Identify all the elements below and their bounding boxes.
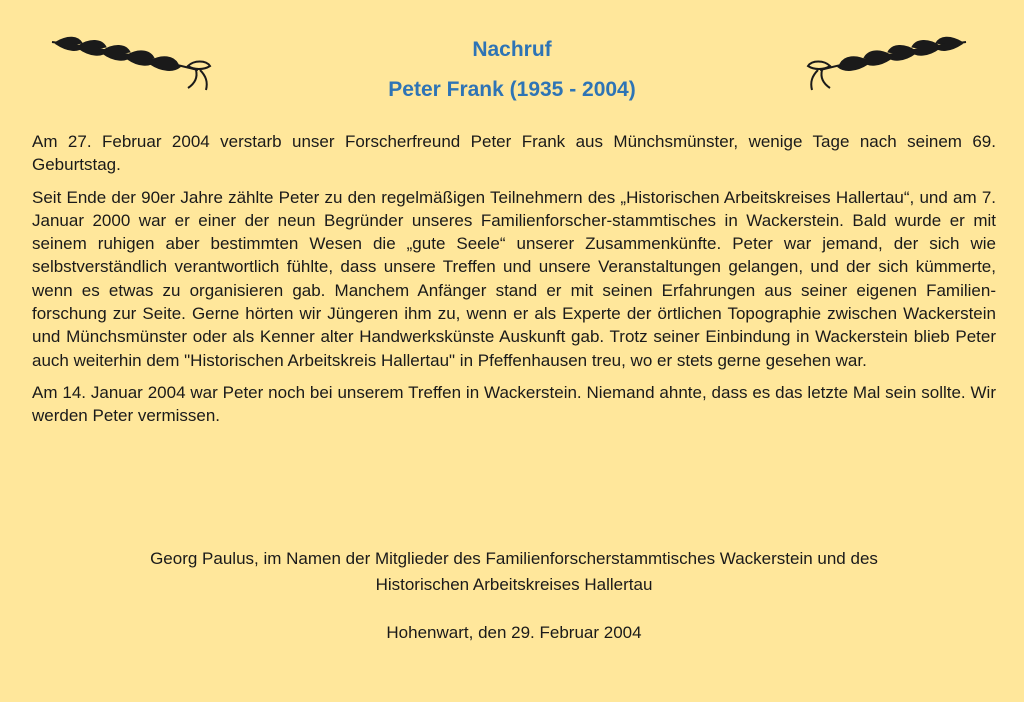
paragraph-1: Am 27. Februar 2004 verstarb unser Forscherfreund Peter Frank aus Münchsmünster, wenige Tage nach seinem 69. Geburtstag. <box>32 132 996 175</box>
signature-line-1: Georg Paulus, im Namen der Mitglieder des Familienforscherstammtisches Wackerstein und des <box>150 549 878 568</box>
signature-block <box>32 546 996 598</box>
page-title: Nachruf <box>472 38 552 61</box>
page-subtitle: Peter Frank (1935 - 2004) <box>388 78 636 101</box>
paragraph-2: Seit Ende der 90er Jahre zählte Peter zu den regelmäßigen Teilnehmern des „Historischen Arbeitskreises Hallertau“, und am 7. Januar 2000 war er einer der neun Begründer unseres Familienforscher-stammtisches in Wackerstein. Bald wurde er mit seinem ruhigen aber bestimmten Wesen die „gute Seele“ unserer Zusammenkünfte. Peter war jemand, der sich wie selbstverständlich verantwortlich fühlte, dass unsere Treffen und unsere Veranstaltungen gelangen, und der sich kümmerte, wenn es etwas zu organisieren gab. Manchem Anfänger stand er mit seinen Erfahrungen aus seiner eigenen Familien-forschung zur Seite. Gerne hörten wir Jüngeren ihm zu, wenn er als Experte der örtlichen Topographie zwischen Wackerstein und Münchsmünster oder als Kenner alter Handwerkskünste Auskunft gab. Trotz seiner Einbindung in Wackerstein blieb Peter auch weiterhin dem "Historischen Arbeitskreis Hallertau" in Pfeffenhausen treu, wo er stets gerne gesehen war. <box>32 187 996 370</box>
signature-line-2: Historischen Arbeitskreises Hallertau <box>375 575 653 594</box>
place-date: Hohenwart, den 29. Februar 2004 <box>386 623 642 642</box>
paragraph-3: Am 14. Januar 2004 war Peter noch bei unserem Treffen in Wackerstein. Niemand ahnte, dass es das letzte Mal sein sollte. Wir werden Peter vermissen. <box>32 382 996 426</box>
header <box>0 30 1024 110</box>
obituary-body <box>32 130 996 437</box>
